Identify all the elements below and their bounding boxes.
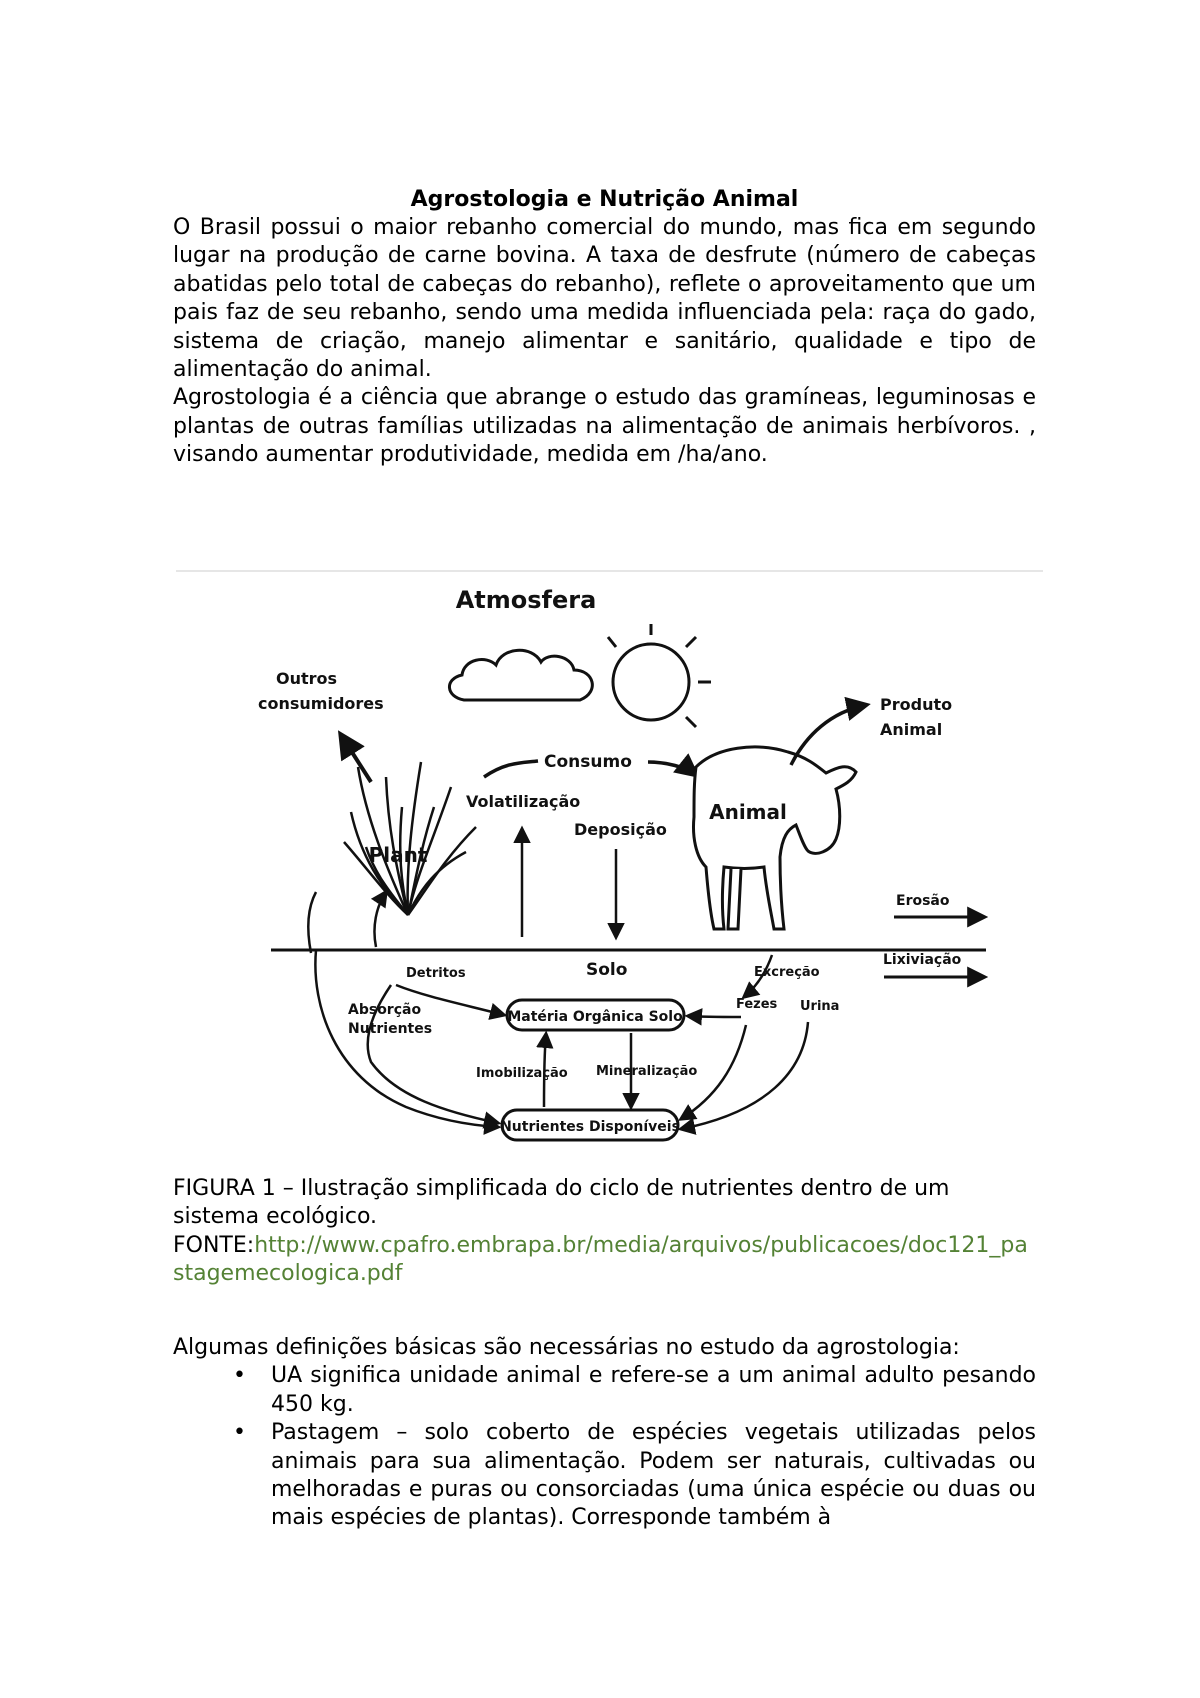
label-produto: Produto xyxy=(880,695,953,714)
definitions-list xyxy=(173,1362,1036,1532)
sun-icon xyxy=(608,624,711,727)
label-plant: Plant xyxy=(368,843,428,867)
list-item xyxy=(173,1419,1036,1533)
label-lixiviacao: Lixiviação xyxy=(883,952,962,968)
label-materia-organica: Matéria Orgânica Solo xyxy=(507,1009,683,1025)
cloud-icon xyxy=(449,650,592,700)
document-body xyxy=(173,186,1036,470)
label-nutrientes-disponiveis: Nutrientes Disponíveis xyxy=(500,1119,680,1135)
source-label: FONTE: xyxy=(173,1232,255,1258)
label-consumo: Consumo xyxy=(544,752,632,772)
label-volatilizacao: Volatilização xyxy=(466,792,581,811)
cow-illustration xyxy=(694,747,857,929)
figure-caption xyxy=(173,1175,1036,1289)
source-link[interactable]: http://www.cpafro.embrapa.br/media/arquivos/publicacoes/doc121_pastagemecologica.pdf xyxy=(173,1232,1028,1287)
label-erosao: Erosão xyxy=(896,893,950,909)
label-fezes: Fezes xyxy=(736,997,778,1012)
label-solo: Solo xyxy=(586,960,628,980)
intro-paragraph: O Brasil possui o maior rebanho comercial do mundo, mas fica em segundo lugar na produção de carne bovina. A taxa de desfrute (número de cabeças abatidas pelo total de cabeças do rebanho), reflete o aproveitamento que um pais faz de seu rebanho, sendo uma medida influenciada pela: raça do gado, sistema de criação, manejo alimentar e sanitário, qualidade e tipo de alimentação do animal. xyxy=(173,215,1036,383)
label-detritos: Detritos xyxy=(406,966,466,981)
label-atmosfera: Atmosfera xyxy=(455,586,597,614)
caption-text: FIGURA 1 – Ilustração simplificada do ciclo de nutrientes dentro de um sistema ecológico. xyxy=(173,1176,950,1230)
caption-source xyxy=(173,1232,1036,1289)
definition-paragraph: Agrostologia é a ciência que abrange o estudo das gramíneas, leguminosas e plantas de outras famílias utilizadas na alimentação de animais herbívoros. , visando aumentar produtividade, medida em /ha/ano. xyxy=(173,385,1036,468)
document-title: Agrostologia e Nutrição Animal xyxy=(410,187,799,212)
label-produto-animal: Animal xyxy=(880,720,943,739)
label-urina: Urina xyxy=(800,999,840,1014)
definitions-intro: Algumas definições básicas são necessárias no estudo da agrostologia: xyxy=(173,1335,960,1360)
label-absorcao: Absorção xyxy=(348,1002,422,1018)
label-outros: Outros xyxy=(276,669,338,688)
label-absorcao-nutrientes: Nutrientes xyxy=(348,1021,433,1037)
nutrient-cycle-figure xyxy=(176,567,1043,1147)
bullet-icon: • xyxy=(233,1420,246,1446)
list-item xyxy=(173,1362,1036,1419)
label-consumidores: consumidores xyxy=(258,694,384,713)
label-deposicao: Deposição xyxy=(574,820,667,839)
list-item-text: Pastagem – solo coberto de espécies vegetais utilizadas pelos animais para sua alimentação. Podem ser naturais, cultivadas ou melhoradas e puras ou consorciadas (uma única espécie ou duas ou mais espécies de plantas). Corresponde também à xyxy=(271,1420,1036,1531)
definitions-section xyxy=(173,1334,1036,1533)
label-excrecao: Excreção xyxy=(754,965,820,980)
plant-illustration xyxy=(344,762,476,915)
bullet-icon: • xyxy=(233,1363,246,1389)
label-imobilizacao: Imobilização xyxy=(476,1066,568,1081)
label-animal: Animal xyxy=(709,800,787,824)
list-item-text: UA significa unidade animal e refere-se a um animal adulto pesando 450 kg. xyxy=(271,1363,1036,1417)
label-mineralizacao: Mineralização xyxy=(596,1064,698,1079)
